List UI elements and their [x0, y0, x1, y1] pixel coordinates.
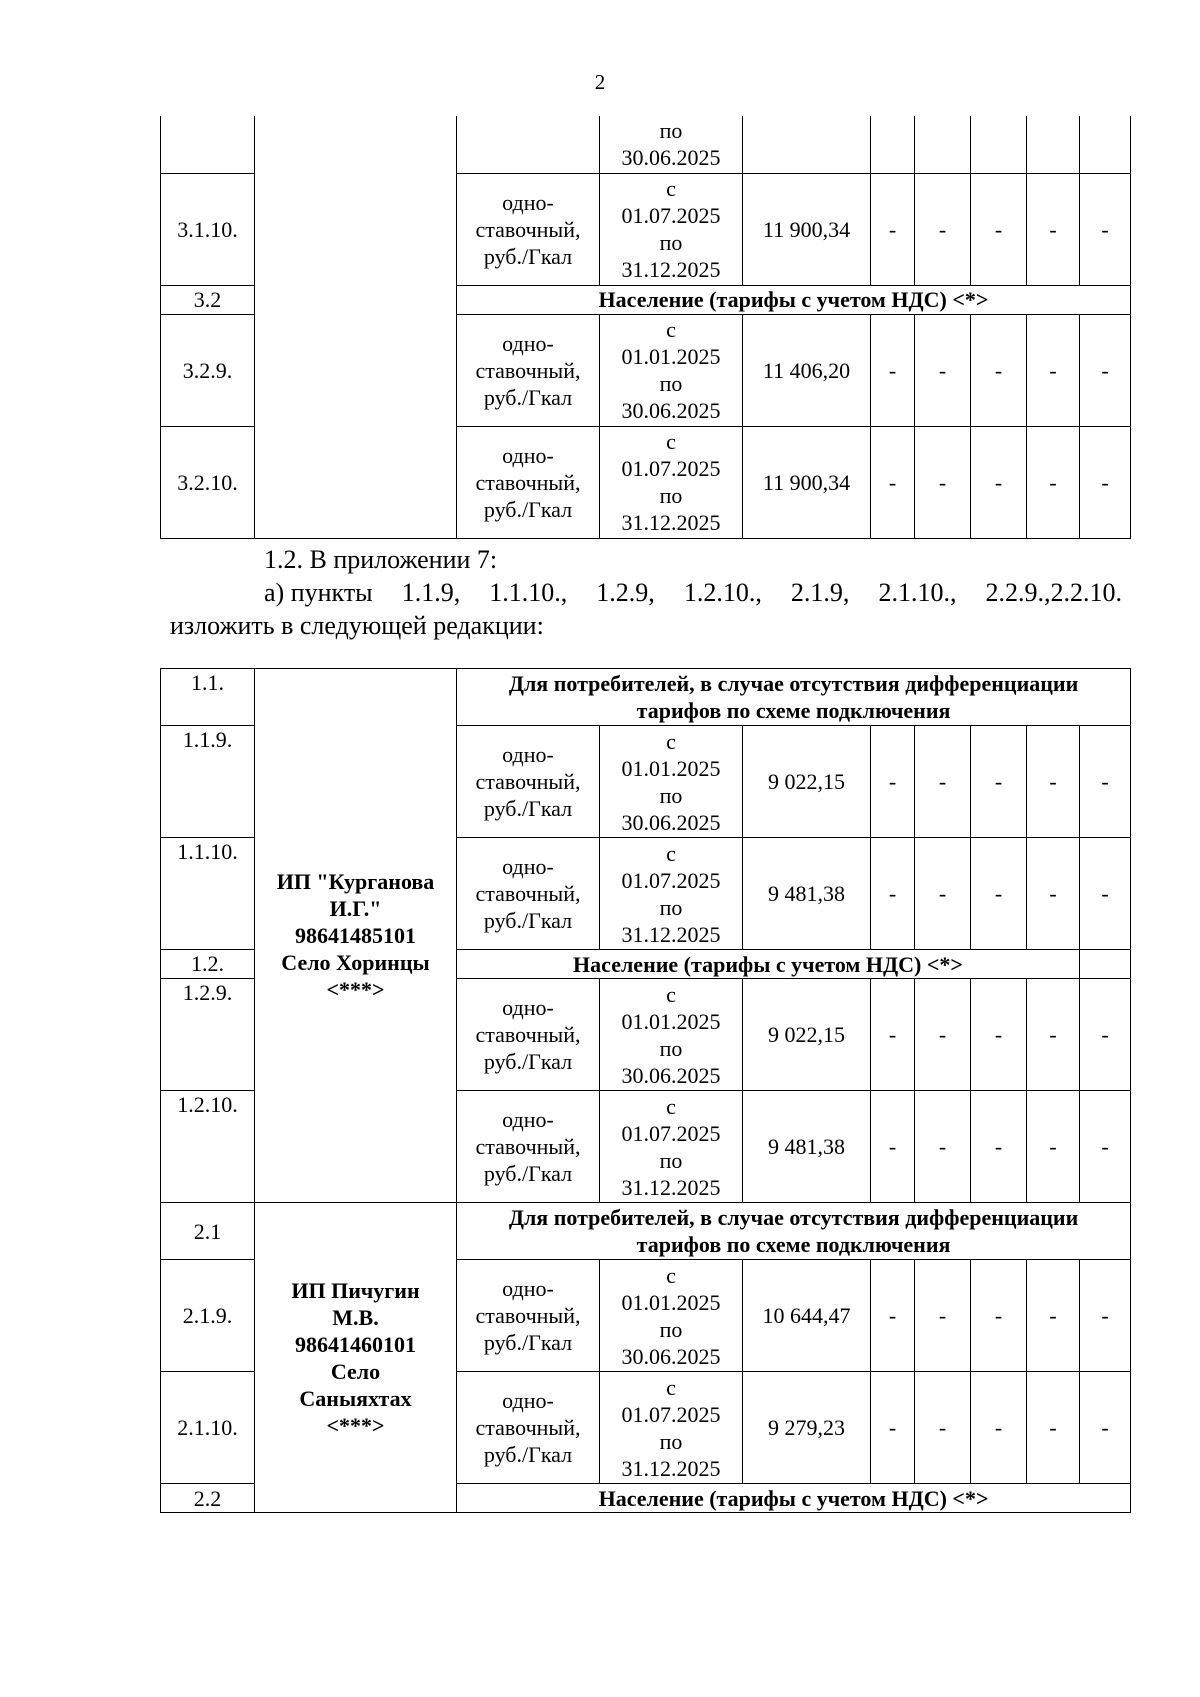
dash-cell: - — [1080, 1372, 1131, 1484]
tariff-value: 9 481,38 — [743, 838, 871, 950]
dash-cell: - — [1080, 314, 1131, 426]
period-cell: с 01.07.2025 по 31.12.2025 — [600, 1091, 743, 1203]
dash-cell: - — [871, 426, 915, 538]
dash-cell: - — [1027, 1260, 1080, 1372]
section-header: Население (тарифы с учетом НДС) <*> — [457, 285, 1131, 314]
org-cell: ИП "Курганова И.Г." 98641485101 Село Хоринцы <***> — [255, 669, 457, 1203]
dash-cell: - — [915, 314, 971, 426]
row-number: 3.2.10. — [161, 426, 255, 538]
dash-cell: - — [915, 838, 971, 950]
section-header: Для потребителей, в случае отсутствия дифференциации тарифов по схеме подключения — [457, 669, 1131, 726]
row-number: 1.2.10. — [161, 1091, 255, 1203]
tariff-table-new-edition — [160, 668, 1131, 1513]
section-header: Население (тарифы с учетом НДС) <*> — [457, 1484, 1131, 1513]
table-row — [161, 669, 1131, 726]
row-number: 1.1.9. — [161, 726, 255, 838]
dash-cell: - — [1027, 726, 1080, 838]
org-cell — [255, 116, 457, 538]
period-cell: по 30.06.2025 — [600, 116, 743, 173]
row-number: 1.2.9. — [161, 979, 255, 1091]
table-row — [161, 116, 1131, 173]
dash-cell: - — [1027, 1372, 1080, 1484]
dash-cell: - — [915, 726, 971, 838]
section-header: Для потребителей, в случае отсутствия дифференциации тарифов по схеме подключения — [457, 1203, 1131, 1260]
dash-cell: - — [1027, 1091, 1080, 1203]
tariff-value: 9 481,38 — [743, 1091, 871, 1203]
dash-cell: - — [1080, 979, 1131, 1091]
tariff-value: 11 900,34 — [743, 426, 871, 538]
type-cell: одно- ставочный, руб./Гкал — [457, 426, 600, 538]
section-header: Население (тарифы с учетом НДС) <*> — [457, 950, 1080, 979]
dash-cell: - — [1027, 173, 1080, 285]
dash-cell: - — [1027, 838, 1080, 950]
row-number: 2.2 — [161, 1484, 255, 1513]
row-number: 2.1 — [161, 1203, 255, 1260]
dash-cell: - — [871, 1372, 915, 1484]
table-row — [161, 1203, 1131, 1260]
row-number: 2.1.9. — [161, 1260, 255, 1372]
period-cell: с 01.01.2025 по 30.06.2025 — [600, 726, 743, 838]
tariff-value: 11 406,20 — [743, 314, 871, 426]
dash-cell: - — [971, 1372, 1027, 1484]
row-number: 1.2. — [161, 950, 255, 979]
dash-cell: - — [1080, 1091, 1131, 1203]
value-cell — [743, 116, 871, 173]
dash-cell: - — [1027, 426, 1080, 538]
row-number: 1.1. — [161, 669, 255, 726]
dash-cell: - — [915, 979, 971, 1091]
dash-cell: - — [871, 1260, 915, 1372]
num-cell — [161, 116, 255, 173]
paragraph-redaction: изложить в следующей редакции: — [170, 611, 544, 640]
row-number: 1.1.10. — [161, 838, 255, 950]
tariff-value: 9 022,15 — [743, 726, 871, 838]
dash-cell: - — [1080, 726, 1131, 838]
type-cell: одно- ставочный, руб./Гкал — [457, 979, 600, 1091]
type-cell: одно- ставочный, руб./Гкал — [457, 314, 600, 426]
dash-cell: - — [915, 1260, 971, 1372]
dash-cell: - — [1027, 314, 1080, 426]
period-cell: с 01.07.2025 по 31.12.2025 — [600, 838, 743, 950]
dash-cell: - — [871, 314, 915, 426]
type-cell: одно- ставочный, руб./Гкал — [457, 838, 600, 950]
dash-cell: - — [1080, 426, 1131, 538]
dash-cell: - — [1027, 979, 1080, 1091]
dash-cell: - — [971, 979, 1027, 1091]
dash-cell: - — [1080, 838, 1131, 950]
dash-cell: - — [871, 838, 915, 950]
dash-cell: - — [915, 426, 971, 538]
tariff-value: 10 644,47 — [743, 1260, 871, 1372]
row-number: 2.1.10. — [161, 1372, 255, 1484]
type-cell — [457, 116, 600, 173]
type-cell: одно- ставочный, руб./Гкал — [457, 1091, 600, 1203]
period-cell: с 01.01.2025 по 30.06.2025 — [600, 314, 743, 426]
type-cell: одно- ставочный, руб./Гкал — [457, 1260, 600, 1372]
dash-cell: - — [971, 838, 1027, 950]
tariff-value: 9 022,15 — [743, 979, 871, 1091]
dash-cell: - — [1080, 1260, 1131, 1372]
org-cell: ИП Пичугин М.В. 98641460101 Село Саныяхтах <***> — [255, 1203, 457, 1513]
period-cell: с 01.07.2025 по 31.12.2025 — [600, 173, 743, 285]
dash-cell: - — [971, 1091, 1027, 1203]
period-cell: с 01.07.2025 по 31.12.2025 — [600, 1372, 743, 1484]
type-cell: одно- ставочный, руб./Гкал — [457, 726, 600, 838]
dash-cell: - — [971, 426, 1027, 538]
period-cell: с 01.01.2025 по 30.06.2025 — [600, 1260, 743, 1372]
tariff-table-continuation — [160, 116, 1131, 539]
dash-cell: - — [871, 979, 915, 1091]
tariff-value: 11 900,34 — [743, 173, 871, 285]
dash-cell: - — [915, 1091, 971, 1203]
dash-cell: - — [871, 726, 915, 838]
dash-cell: - — [971, 1260, 1027, 1372]
row-number: 3.1.10. — [161, 173, 255, 285]
page-number: 2 — [594, 70, 606, 94]
type-cell: одно- ставочный, руб./Гкал — [457, 1372, 600, 1484]
dash-cell: - — [915, 1372, 971, 1484]
dash-cell: - — [971, 173, 1027, 285]
row-number: 3.2.9. — [161, 314, 255, 426]
type-cell: одно- ставочный, руб./Гкал — [457, 173, 600, 285]
dash-cell: - — [971, 314, 1027, 426]
paragraph-items-list: а) пункты 1.1.9, 1.1.10., 1.2.9, 1.2.10., 2.1.9, 2.1.10., 2.2.9.,2.2.10. — [264, 578, 1122, 607]
row-number: 3.2 — [161, 285, 255, 314]
tariff-value: 9 279,23 — [743, 1372, 871, 1484]
dash-cell: - — [871, 1091, 915, 1203]
period-cell: с 01.01.2025 по 30.06.2025 — [600, 979, 743, 1091]
paragraph-appendix-7: 1.2. В приложении 7: — [264, 545, 498, 574]
dash-cell: - — [1080, 173, 1131, 285]
period-cell: с 01.07.2025 по 31.12.2025 — [600, 426, 743, 538]
dash-cell: - — [971, 726, 1027, 838]
dash-cell: - — [915, 173, 971, 285]
dash-cell: - — [871, 173, 915, 285]
